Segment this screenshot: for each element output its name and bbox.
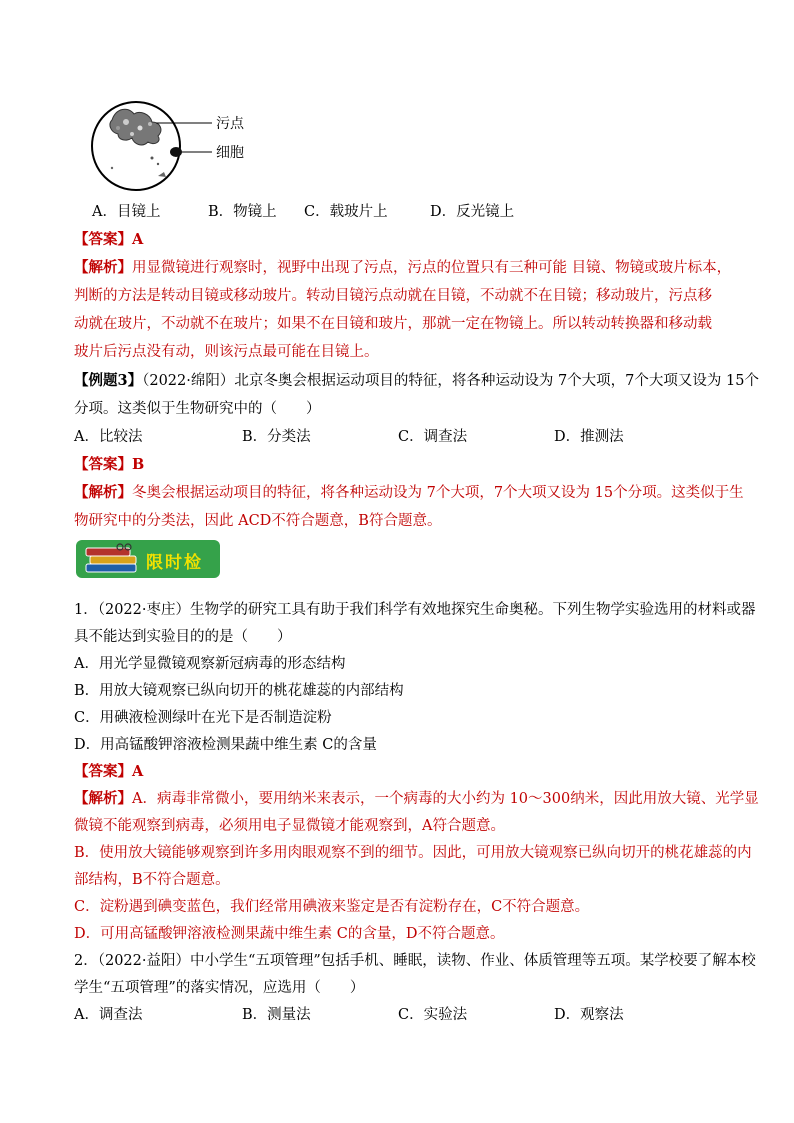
q1-stem-line-2: 具不能达到实验目的的是（ ） (74, 629, 292, 645)
option-a: A．比较法 (74, 429, 143, 445)
figure-label-cell: 细胞 (216, 145, 244, 161)
prev-analysis-line-1: 【解析】用显微镜进行观察时，视野中出现了污点，污点的位置只有三种可能 目镜、物镜或玻片标本， (74, 259, 732, 276)
figure-label-stain: 污点 (216, 116, 244, 132)
prev-analysis-line-3: 动就在玻片，不动就不在玻片；如果不在目镜和玻片，那就一定在物镜上。所以转动转换器和移动载 (74, 316, 712, 332)
prev-question-options (92, 202, 732, 222)
option-c: C．调查法 (398, 429, 468, 445)
q1-analysis-line-1: 【解析】A．病毒非常微小，要用纳米来表示，一个病毒的大小约为 10～300纳米，因此用放大镜、光学显 (74, 790, 759, 807)
q1-analysis-line-2: 微镜不能观察到病毒，必须用电子显微镜才能观察到，A符合题意。 (74, 818, 505, 834)
q1-stem-line-1: 1．（2022·枣庄）生物学的研究工具有助于我们科学有效地探究生命奥秘。下列生物学实验选用的材料或器 (74, 602, 756, 618)
q1-option-a: A．用光学显微镜观察新冠病毒的形态结构 (74, 656, 346, 672)
example3-analysis-line-1: 【解析】冬奥会根据运动项目的特征，将各种运动设为 7个大项，7个大项又设为 15个分项。这类似于生 (74, 484, 744, 501)
prev-answer (74, 230, 732, 250)
option-a: A．调查法 (74, 1007, 143, 1023)
q1-option-b: B．用放大镜观察已纵向切开的桃花雄蕊的内部结构 (74, 683, 404, 699)
answer-value: A (132, 231, 144, 248)
q2-options (74, 1005, 732, 1025)
option-d: D．观察法 (554, 1007, 624, 1023)
cell-blob (170, 147, 182, 157)
analysis-label: 【解析】 (74, 259, 132, 276)
q1-answer (74, 762, 732, 782)
q1-option-d: D．用高锰酸钾溶液检测果蔬中维生素 C的含量 (74, 737, 377, 753)
option-d: D．推测法 (554, 429, 624, 445)
q2-stem-line-1: 2．（2022·益阳）中小学生“五项管理”包括手机、睡眠，读物、作业、体质管理等五项。某学校要了解本校 (74, 953, 756, 969)
answer-label: 【答案】 (74, 456, 132, 473)
option-c: C．载玻片上 (304, 204, 388, 220)
q1-option-c: C．用碘液检测绿叶在光下是否制造淀粉 (74, 710, 332, 726)
analysis-label: 【解析】 (74, 790, 132, 807)
q1-analysis-line-4: 部结构，B不符合题意。 (74, 872, 230, 888)
q1-analysis-line-3: B．使用放大镜能够观察到许多用肉眼观察不到的细节。因此，可用放大镜观察已纵向切开的桃花雄蕊的内 (74, 845, 752, 861)
q1-analysis-line-6: D．可用高锰酸钾溶液检测果蔬中维生素 C的含量，D不符合题意。 (74, 926, 505, 942)
option-c: C．实验法 (398, 1007, 468, 1023)
option-b: B．物镜上 (208, 204, 277, 220)
answer-label: 【答案】 (74, 231, 132, 248)
microscope-field-figure (88, 98, 268, 194)
answer-value: A (132, 763, 144, 780)
answer-value: B (132, 456, 145, 473)
q1-analysis-line-5: C．淀粉遇到碘变蓝色，我们经常用碘液来鉴定是否有淀粉存在，C不符合题意。 (74, 899, 590, 915)
option-b: B．测量法 (242, 1007, 311, 1023)
option-d: D．反光镜上 (430, 204, 515, 220)
option-a: A．目镜上 (92, 204, 161, 220)
example-tag: 【例题3】 (74, 372, 143, 389)
section-badge (76, 540, 220, 578)
example3-stem-line-2: 分项。这类似于生物研究中的（ ） (74, 401, 321, 417)
section-title: 限时检 (146, 553, 203, 573)
example3-options (74, 427, 732, 447)
option-b: B．分类法 (242, 429, 311, 445)
example3-stem-line-1: 【例题3】（2022·绵阳）北京冬奥会根据运动项目的特征，将各种运动设为 7个大项，7个大项又设为 15个 (74, 372, 759, 389)
example3-answer (74, 455, 732, 475)
books-icon (82, 542, 142, 576)
q2-stem-line-2: 学生“五项管理”的落实情况，应选用（ ） (74, 980, 365, 996)
prev-analysis-line-4: 玻片后污点没有动，则该污点最可能在目镜上。 (74, 344, 379, 360)
prev-analysis-line-2: 判断的方法是转动目镜或移动玻片。转动目镜污点动就在目镜，不动就不在目镜；移动玻片，污点移 (74, 288, 712, 304)
example3-analysis-line-2: 物研究中的分类法，因此 ACD不符合题意，B符合题意。 (74, 513, 442, 529)
analysis-label: 【解析】 (74, 484, 132, 501)
answer-label: 【答案】 (74, 763, 132, 780)
